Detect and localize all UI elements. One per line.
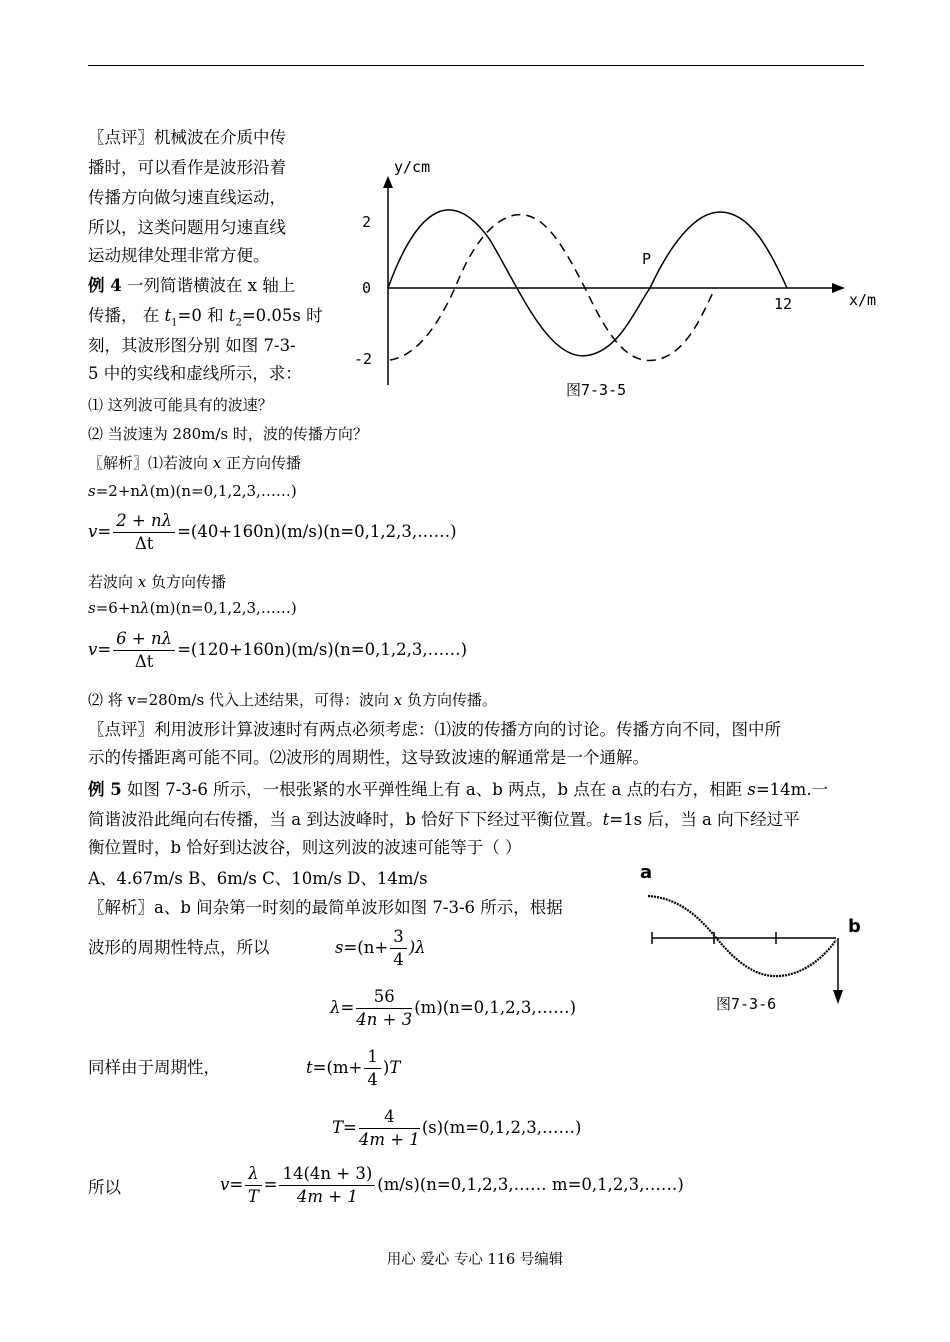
solution5-eq3: t=(m+ $\frac{1}{4}$ )T <box>306 1047 401 1089</box>
solution4-heading: 〖解析〗⑴若波向 x 正方向传播 <box>88 454 302 472</box>
solution4-v1: v= $\frac{2 + n\lambda}{\Delta t}$ =(40+160n)(m/s)(n=0,1,2,3,……) <box>88 511 457 553</box>
solution5-heading: 〖解析〗a、b 间杂第一时刻的最简单波形如图 7-3-6 所示，根据 <box>88 898 563 917</box>
figure-caption: 图7-3-6 <box>716 995 777 1013</box>
example5-line3: 衡位置时，b 恰好到达波谷，则这列波的波速可能等于（ ） <box>88 838 522 857</box>
solution5-line4: 所以 <box>88 1178 121 1197</box>
y-axis-label: y/cm <box>394 158 431 176</box>
figure-7-3-6 <box>630 858 870 1028</box>
solution4-answer2: ⑵ 将 v=280m/s 代入上述结果，可得：波向 x 负方向传播。 <box>88 691 497 709</box>
solution5-eq4: T= $\frac{4}{4m + 1}$ (s)(m=0,1,2,3,……) <box>332 1107 582 1149</box>
solution5-line2: 波形的周期性特点，所以 <box>88 938 270 957</box>
example4-tag: 例 4 <box>88 276 122 295</box>
example4-line4: 5 中的实线和虚线所示，求： <box>88 364 302 383</box>
solution5-eq2: λ= $\frac{56}{4n + 3}$ (m)(n=0,1,2,3,……) <box>330 987 577 1029</box>
solution5-line3: 同样由于周期性， <box>88 1058 220 1077</box>
note1-line2: 播时，可以看作是波形沿着 <box>88 158 286 177</box>
page-footer: 用心 爱心 专心 116 号编辑 <box>386 1252 564 1268</box>
figure-7-3-5 <box>350 150 900 410</box>
x-axis-label: x/m <box>849 291 877 309</box>
solution4-heading2: 若波向 x 负方向传播 <box>88 573 227 591</box>
example5-line1: 例 5 如图 7-3-6 所示，一根张紧的水平弹性绳上有 a、b 两点，b 点在 a 点的右方，相距 s=14m.一 <box>88 780 829 799</box>
x-axis-arrow-icon <box>832 283 845 293</box>
wave-shape <box>648 896 836 976</box>
question2: ⑵ 当波速为 280m/s 时，波的传播方向？ <box>88 425 368 443</box>
note2-line2: 示的传播距离可能不同。⑵波形的周期性，这导致波速的解通常是一个通解。 <box>88 748 649 767</box>
solution4-s1: s=2+nλ(m)(n=0,1,2,3,……) <box>88 482 297 500</box>
solution4-s2: s=6+nλ(m)(n=0,1,2,3,……) <box>88 599 297 617</box>
solution5-eq1: s=(n+ $\frac{3}{4}$ )λ <box>335 927 426 969</box>
y-tick-neg2: -2 <box>354 350 373 368</box>
example4-line2: 传播， 在 $t_1=0$ 和 $t_2=0.05s$ 时 <box>88 306 323 329</box>
origin-label: 0 <box>362 279 372 297</box>
y-axis-arrow-icon <box>383 176 393 188</box>
figure-caption: 图7-3-5 <box>566 381 627 399</box>
question1: ⑴ 这列波可能具有的波速？ <box>88 396 273 414</box>
down-arrow-icon <box>833 990 843 1004</box>
solution5-eq5: v= $\frac{\lambda}{T}$ = $\frac{14(4n + 3)}{4m + 1}$ (m/s)(n=0,1,2,3,…… m=0,1,2,3,……) <box>220 1164 684 1206</box>
example5-tag: 例 5 <box>88 780 122 799</box>
example4-line3: 刻，其波形图分别 如图 7-3- <box>88 336 296 355</box>
note1-line3: 传播方向做匀速直线运动， <box>88 188 286 207</box>
note1-line4: 所以，这类问题用匀速直线 <box>88 218 286 237</box>
example4-line1: 例 4 一列简谐横波在 x 轴上 <box>88 276 296 295</box>
solution4-v2: v= $\frac{6 + n\lambda}{\Delta t}$ =(120+160n)(m/s)(n=0,1,2,3,……) <box>88 629 468 671</box>
note1-line5: 运动规律处理非常方便。 <box>88 246 270 265</box>
point-p-label: P <box>642 250 652 268</box>
y-tick-2: 2 <box>362 213 372 231</box>
note1-line1: 〖点评〗机械波在介质中传 <box>88 128 286 147</box>
header-rule <box>88 65 864 66</box>
point-a-label: a <box>640 862 653 883</box>
note2-line1: 〖点评〗利用波形计算波速时有两点必须考虑：⑴波的传播方向的讨论。传播方向不同，图中所 <box>88 720 781 739</box>
example5-options: A、4.67m/s B、6m/s C、10m/s D、14m/s <box>88 869 428 888</box>
example5-line2: 简谐波沿此绳向右传播，当 a 到达波峰时，b 恰好下下经过平衡位置。t=1s 后，当 a 向下经过平 <box>88 810 800 829</box>
point-b-label: b <box>848 916 861 937</box>
x-tick-12: 12 <box>774 295 793 313</box>
solid-wave <box>388 210 787 356</box>
